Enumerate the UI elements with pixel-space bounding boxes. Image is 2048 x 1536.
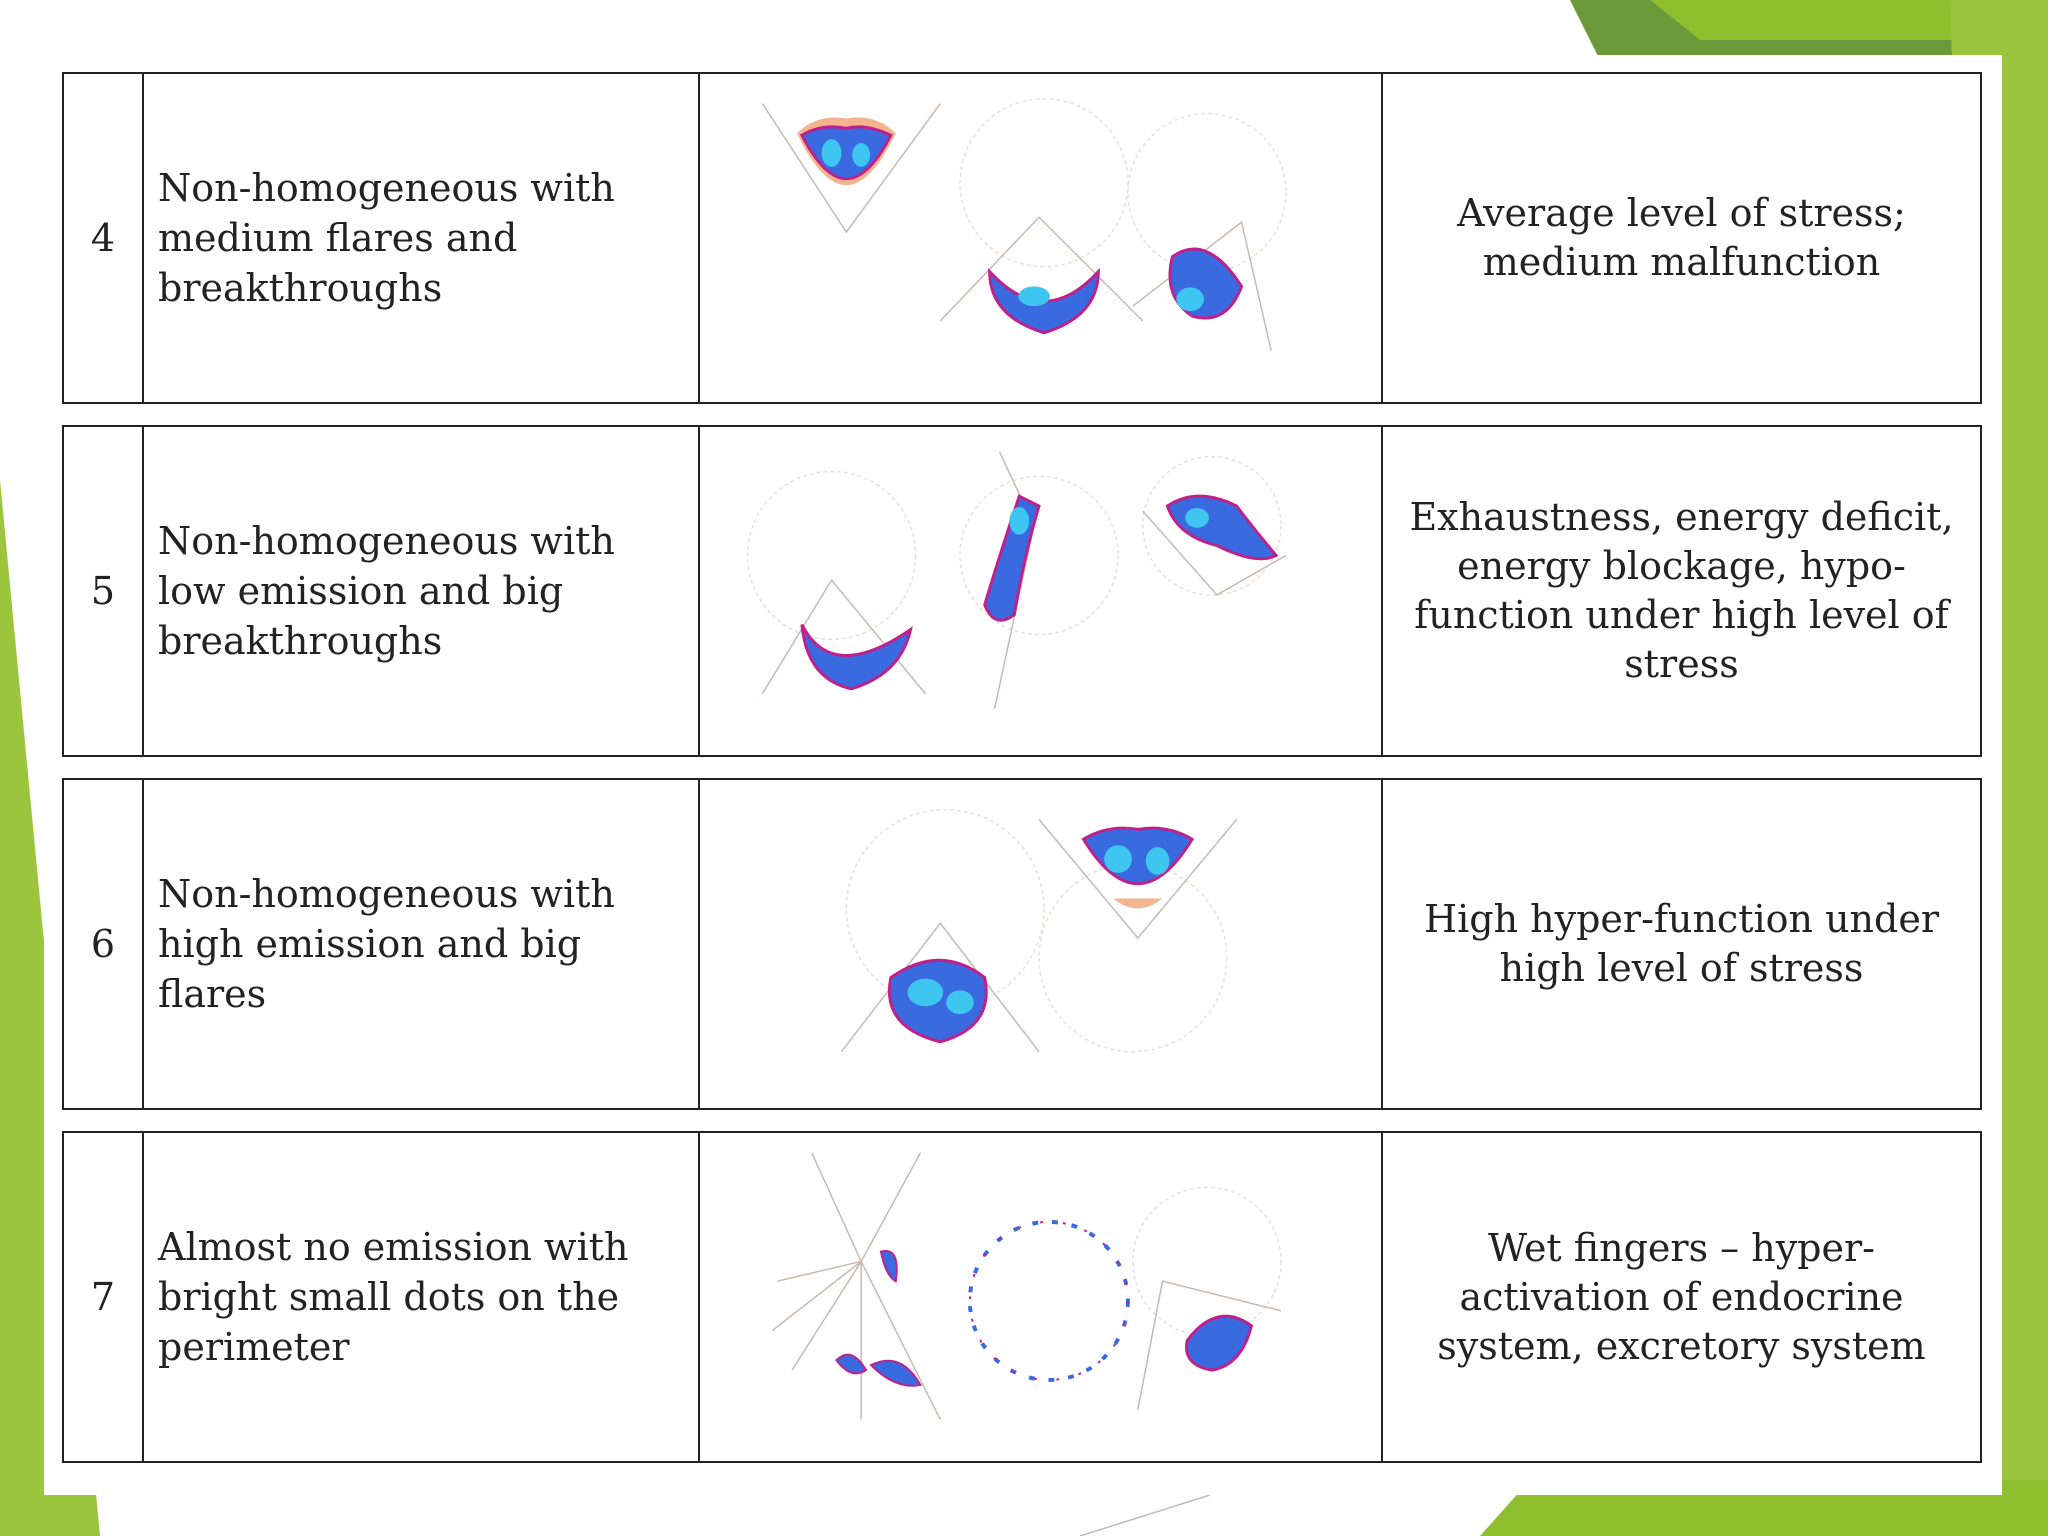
table-row: [62, 1131, 1982, 1463]
row-number: 7: [64, 1133, 144, 1461]
bio-field-images: [700, 74, 1381, 402]
row-number: 6: [64, 780, 144, 1108]
bio-field-images: [700, 1133, 1381, 1461]
row-interpretation: High hyper-function under high level of stress: [1423, 897, 1939, 990]
row-interpretation: Wet fingers – hyper-activation of endocrine system, excretory system: [1437, 1225, 1926, 1368]
bio-field-glow-fragment-icon: [970, 1222, 1128, 1380]
row-number: 5: [64, 427, 144, 755]
row-image-cell: [700, 427, 1383, 755]
row-description: Non-homogeneous with medium flares and breakthroughs: [144, 74, 700, 402]
bio-field-glow-fragment-icon: [748, 471, 926, 693]
bio-field-glow-fragment-icon: [1128, 114, 1286, 351]
bio-field-glow-fragment-icon: [1143, 457, 1286, 595]
row-interpretation: Average level of stress; medium malfunction: [1457, 191, 1906, 284]
bio-field-glow-fragment-icon: [772, 1153, 940, 1420]
slide-content-panel: [44, 55, 2002, 1495]
row-image-cell: [700, 74, 1383, 402]
bio-field-glow-fragment-icon: [1133, 1187, 1281, 1409]
row-description: Non-homogeneous with high emission and big flares: [144, 780, 700, 1108]
bio-field-glow-fragment-icon: [1039, 820, 1237, 1052]
table-row: [62, 425, 1982, 757]
row-interpretation: Exhaustness, energy deficit, energy blockage, hypo-function under high level of stress: [1409, 495, 1954, 686]
row-image-cell: [700, 780, 1383, 1108]
bio-field-images: [700, 427, 1381, 755]
table-row: [62, 72, 1982, 404]
bio-field-glow-fragment-icon: [960, 452, 1118, 709]
bio-field-glow-fragment-icon: [762, 104, 940, 232]
row-image-cell: [700, 1133, 1383, 1461]
bio-field-glow-fragment-icon: [940, 99, 1143, 333]
row-number: 4: [64, 74, 144, 402]
bio-field-glow-fragment-icon: [841, 810, 1044, 1052]
bottom-divider-line: [1080, 1495, 1210, 1536]
table-row: [62, 778, 1982, 1110]
bio-field-images: [700, 780, 1381, 1108]
row-description: Non-homogeneous with low emission and big breakthroughs: [144, 427, 700, 755]
row-description: Almost no emission with bright small dots on the perimeter: [144, 1133, 700, 1461]
